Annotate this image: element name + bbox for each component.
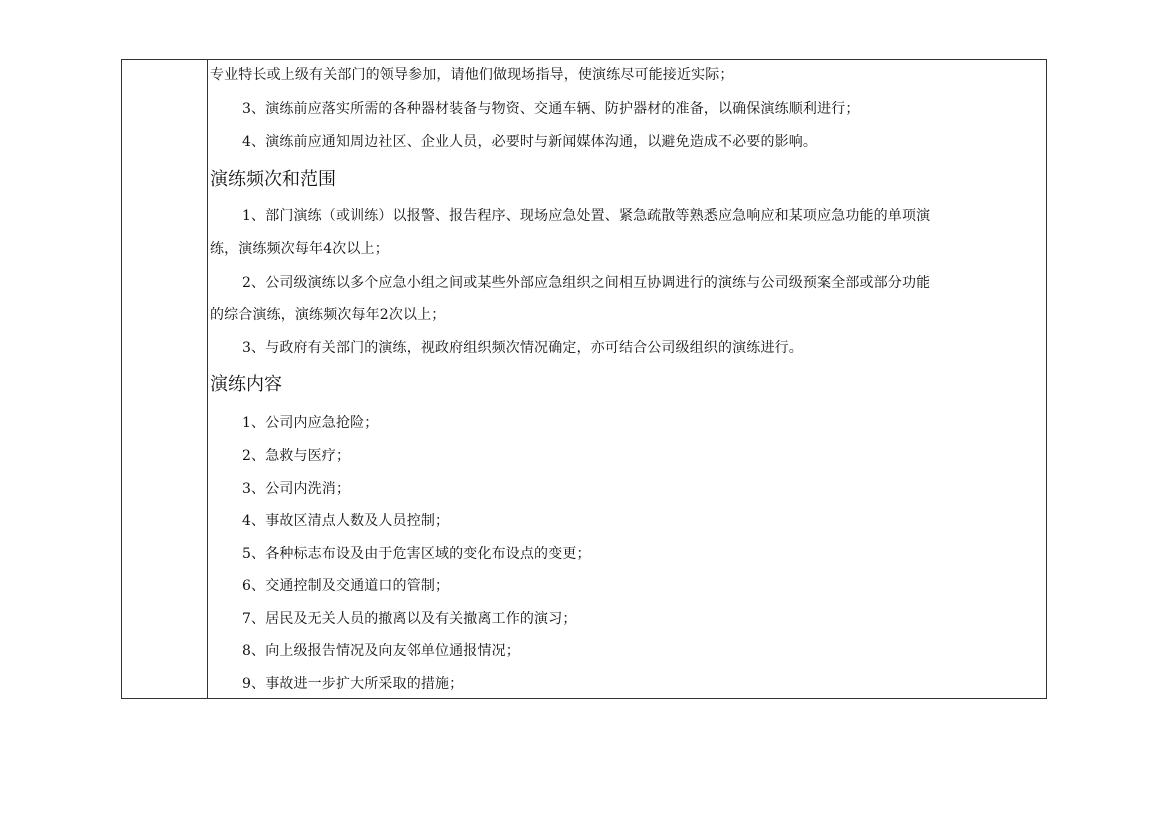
table-left-column [122,60,208,698]
text-line: 专业特长或上级有关部门的领导参加，请他们做现场指导，使演练尽可能接近实际； [210,67,734,83]
list-item: 2、急救与医疗； [242,448,351,464]
list-item: 1、公司内应急抢险； [242,415,379,431]
text-line: 的综合演练，演练频次每年2次以上； [210,307,446,323]
text-line: 3、与政府有关部门的演练，视政府组织频次情况确定，亦可结合公司级组织的演练进行。 [242,340,803,356]
table-content-cell [208,60,1046,698]
text-line: 2、公司级演练以多个应急小组之间或某些外部应急组织之间相互协调进行的演练与公司级预案全部或部分功能 [242,275,931,291]
list-item: 3、公司内洗消； [242,481,351,497]
list-item: 4、事故区清点人数及人员控制； [242,513,450,529]
list-item: 5、各种标志布设及由于危害区域的变化布设点的变更； [242,546,591,562]
text-line: 4、演练前应通知周边社区、企业人员，必要时与新闻媒体沟通，以避免造成不必要的影响。 [242,134,818,150]
section-heading-frequency: 演练频次和范围 [210,169,336,190]
list-item: 6、交通控制及交通道口的管制； [242,578,450,594]
list-item: 7、居民及无关人员的撤离以及有关撤离工作的演习； [242,611,577,627]
list-item: 8、向上级报告情况及向友邻单位通报情况； [242,643,520,659]
list-item: 9、事故进一步扩大所采取的措施； [242,676,464,692]
section-heading-content: 演练内容 [210,374,282,395]
text-line: 3、演练前应落实所需的各种器材装备与物资、交通车辆、防护器材的准备，以确保演练顺利进行； [242,101,860,117]
text-line: 1、部门演练（或训练）以报警、报告程序、现场应急处置、紧急疏散等熟悉应急响应和某项应急功能的单项演 [242,208,931,224]
document-table [121,59,1047,699]
text-line: 练，演练频次每年4次以上； [210,241,389,257]
